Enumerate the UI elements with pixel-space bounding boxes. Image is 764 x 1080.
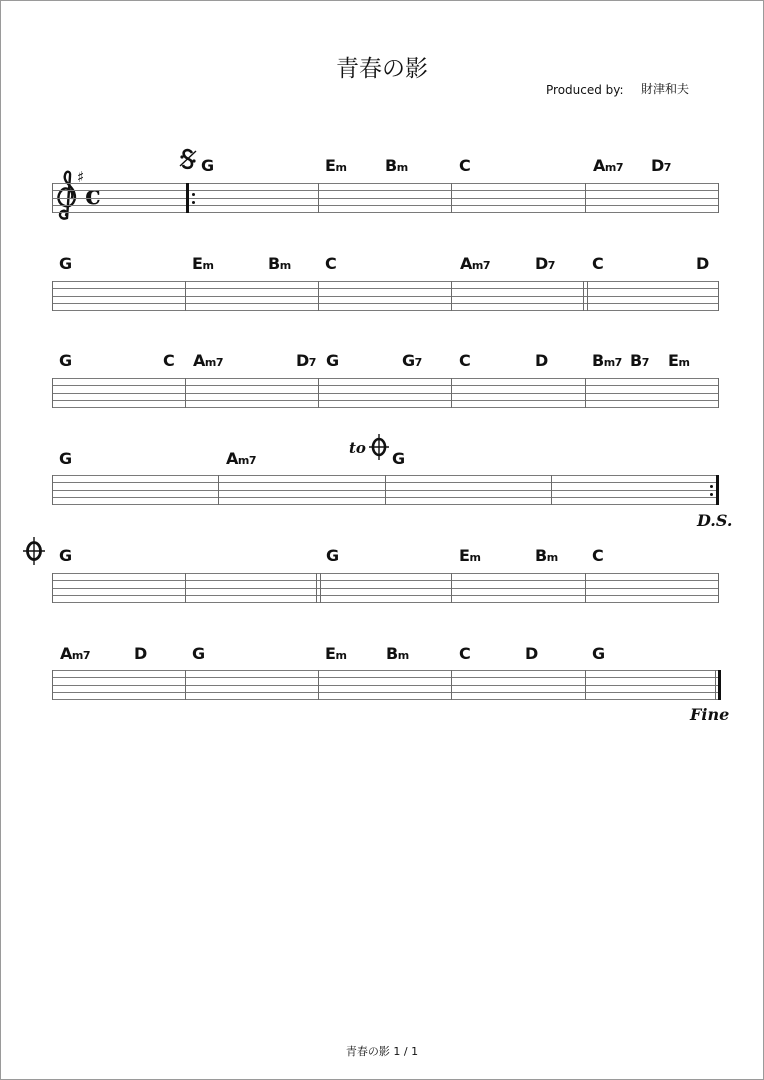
double-barline (583, 281, 588, 311)
chord: G (59, 546, 72, 565)
staff-5 (52, 573, 719, 603)
chord: D7 (535, 254, 555, 273)
chord: Em (325, 644, 347, 663)
repeat-dots (710, 485, 713, 488)
sharp-key-signature: ♯ (77, 168, 85, 186)
chord: Bm (535, 546, 558, 565)
repeat-dots (192, 193, 195, 196)
chord: Bm (386, 644, 409, 663)
composer-name: 財津和夫 (641, 82, 690, 96)
chord: Em (459, 546, 481, 565)
chord: D7 (296, 351, 316, 370)
fine-marking: Fine (690, 705, 730, 724)
chord: C (592, 254, 604, 273)
chord: G (326, 351, 339, 370)
chord: C (459, 351, 471, 370)
to-coda-text: to (349, 439, 366, 457)
chord: Am7 (460, 254, 491, 273)
chord: B7 (630, 351, 649, 370)
chord: D (696, 254, 709, 273)
chord: G (326, 546, 339, 565)
chord: Am7 (193, 351, 224, 370)
segno-icon (178, 148, 198, 170)
chord: G (59, 351, 72, 370)
chord: C (459, 156, 471, 175)
coda-icon (369, 433, 389, 461)
chord: Bm (268, 254, 291, 273)
chord: D (134, 644, 147, 663)
chord: Am7 (226, 449, 257, 468)
staff-1 (52, 183, 719, 213)
ds-marking: D.S. (697, 511, 733, 530)
repeat-end-barline (716, 475, 719, 505)
chord: G (192, 644, 205, 663)
staff-6 (52, 670, 719, 700)
chord: D (525, 644, 538, 663)
chord: D (535, 351, 548, 370)
chord: Bm (385, 156, 408, 175)
staff-4 (52, 475, 719, 505)
chord: C (163, 351, 175, 370)
page-footer: 青春の影 1 / 1 (345, 1045, 419, 1058)
repeat-start-barline (186, 183, 189, 213)
chord: C (459, 644, 471, 663)
chord: Bm7 (592, 351, 622, 370)
chord: G7 (402, 351, 422, 370)
time-signature: c (85, 181, 101, 211)
song-title: 青春の影 (336, 56, 428, 82)
chord: C (592, 546, 604, 565)
chord: Am7 (60, 644, 91, 663)
chord: G (59, 449, 72, 468)
staff-2 (52, 281, 719, 311)
coda-icon (23, 536, 45, 566)
chord: Em (192, 254, 214, 273)
chord: Em (668, 351, 690, 370)
chord: G (59, 254, 72, 273)
chord: Am7 (593, 156, 624, 175)
double-barline (316, 573, 321, 603)
chord: C (325, 254, 337, 273)
staff-3 (52, 378, 719, 408)
producer-label: Produced by: (546, 83, 624, 97)
chord: D7 (651, 156, 671, 175)
chord: G (201, 156, 214, 175)
chord: G (392, 449, 405, 468)
chord: Em (325, 156, 347, 175)
chord: G (592, 644, 605, 663)
final-barline (715, 670, 721, 700)
